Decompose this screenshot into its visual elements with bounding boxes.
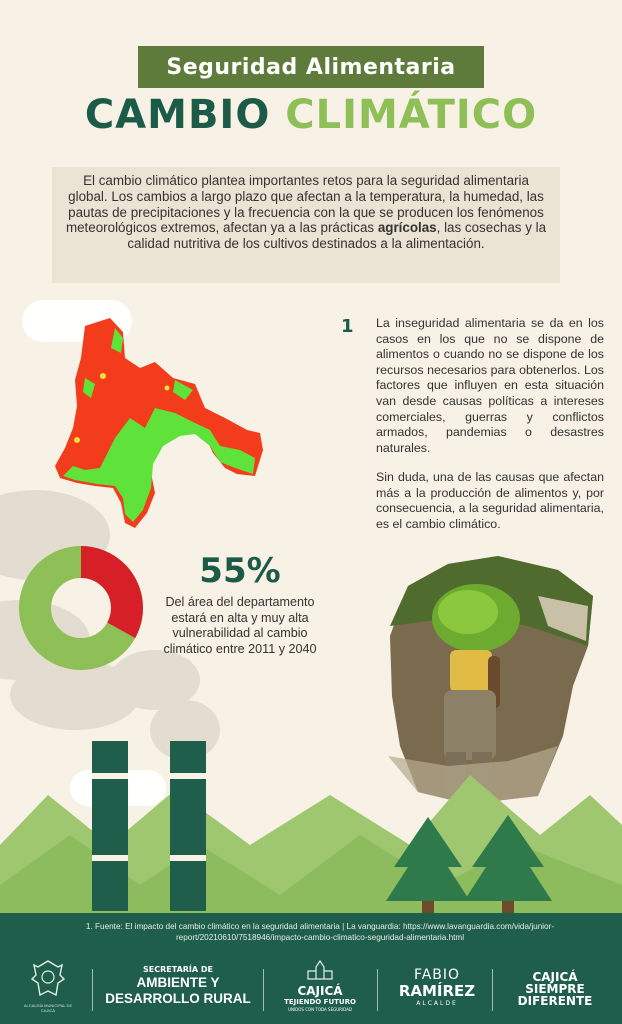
cajica-tejiendo-logo <box>280 959 360 1012</box>
brand-line3: DIFERENTE <box>517 994 593 1008</box>
mayor-role: ALCALDE <box>416 1000 458 1007</box>
cajica-slogan: TEJIENDO FUTURO <box>284 998 356 1006</box>
footer-divider <box>263 969 264 1011</box>
banana-bunch <box>438 590 498 634</box>
intro-text-before: El cambio climático plantea importantes retos para la seguridad alimentaria global. Los cambios a largo plazo que afectan a la temperatura, la humedad, las pautas de precipitaciones y la frecuencia con la que se producen los fenómenos meteorológicos extremos, afectan ya a las prácticas <box>65 173 544 236</box>
map-yellow-spot <box>100 373 106 379</box>
cajica-siempre-diferente-logo <box>500 971 610 1007</box>
church-icon <box>303 959 337 981</box>
title-part2: CLIMÁTICO <box>285 92 538 138</box>
cajica-name: CAJICÁ <box>297 984 343 998</box>
source-citation: 1. Fuente: El impacto del cambio climático en la seguridad alimentaria | La vanguardia: https://www.lavanguardia.com/vida/junior-report/20210610/7518946/impacto-cambio-climatico-seguridad-alimentaria.html <box>85 922 555 942</box>
smokestack-icon <box>170 741 206 911</box>
secretaria-small: SECRETARÍA DE <box>143 965 213 974</box>
smokestack-band <box>170 855 206 861</box>
department-vulnerability-map <box>55 318 265 533</box>
vulnerability-donut-chart <box>18 545 144 671</box>
page-title <box>0 92 622 138</box>
footer <box>0 913 622 1024</box>
stat-value: 55% <box>199 551 281 591</box>
point-number: 1 <box>341 316 354 337</box>
mayor-logo <box>392 967 482 1008</box>
title-part1: CAMBIO <box>84 92 286 138</box>
mayor-last-name: RAMÍREZ <box>398 982 476 1000</box>
secretaria-line1: AMBIENTE Y <box>136 975 220 990</box>
intro-text-bold: agrícolas <box>377 220 437 236</box>
smokestack-band <box>92 855 128 861</box>
smokestack-icon <box>92 741 128 911</box>
seal-caption: ALCALDÍA MUNICIPAL DE CAJICÁ <box>23 1003 73 1013</box>
municipal-seal <box>22 959 74 1017</box>
footer-divider <box>377 969 378 1011</box>
map-yellow-spot <box>74 437 80 443</box>
secretaria-line2: DESARROLLO RURAL <box>105 991 251 1006</box>
map-yellow-spot <box>165 386 170 391</box>
smokestack-band <box>92 773 128 779</box>
secretaria-logo <box>104 965 252 1007</box>
farmer-shirt <box>450 650 492 692</box>
coat-of-arms-icon <box>28 959 68 999</box>
brand-line1: CAJICÁ <box>532 970 578 984</box>
landscape-illustration <box>0 735 622 915</box>
intro-box <box>52 167 560 283</box>
intro-text-after: , las cosechas y la calidad nutritiva de los cultivos destinados a la alimentación. <box>127 220 547 252</box>
footer-divider <box>492 969 493 1011</box>
brand-line2: SIEMPRE <box>525 982 585 996</box>
footer-divider <box>92 969 93 1011</box>
section-badge: Seguridad Alimentaria <box>138 46 484 88</box>
smokestack-band <box>170 773 206 779</box>
stat-description: Del área del departamento estará en alta y muy alta vulnerabilidad al cambio climático entre 2011 y 2040 <box>163 595 317 656</box>
point-paragraph-1: La inseguridad alimentaria se da en los casos en los que no se dispone de alimentos o cuando no se dispone de los recursos necesarios para obtenerlos. Los factores que influyen en esta situación van desde causas políticas a intereses comerciales, guerras y conflictos armados, pandemias o desastres naturales. <box>376 316 604 455</box>
mayor-first-name: FABIO <box>413 967 461 983</box>
point-paragraph-2: Sin duda, una de las causas que afectan más a la producción de alimentos y, por consecuencia, a la seguridad alimentaria, es el cambio climático. <box>376 470 604 531</box>
cajica-sub: UNIDOS CON TODA SEGURIDAD <box>288 1007 352 1012</box>
